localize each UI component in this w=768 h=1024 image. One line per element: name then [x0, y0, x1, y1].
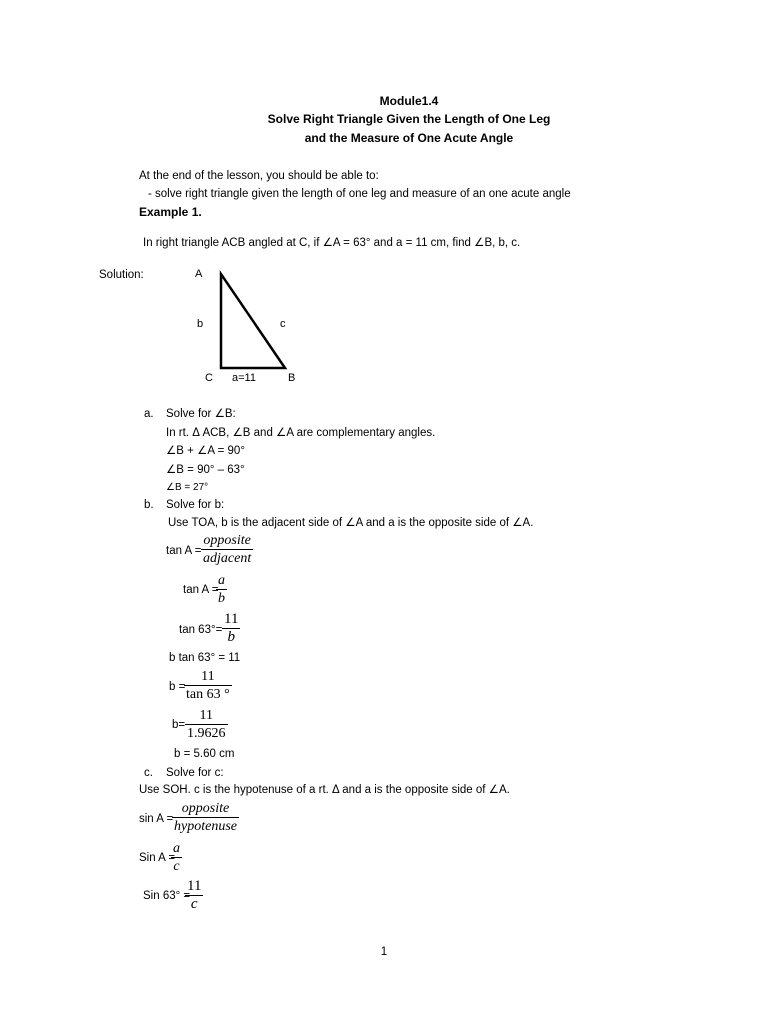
- fraction: [171, 840, 182, 875]
- part-b-title: Solve for b:: [166, 499, 225, 511]
- page-title-line2: and the Measure of One Acute Angle: [304, 131, 514, 145]
- objective-item: - solve right triangle given the length of one leg and measure of an one acute angle: [148, 188, 571, 200]
- page-number: 1: [380, 946, 388, 958]
- fraction: [185, 878, 203, 913]
- part-c-marker: c.: [144, 767, 153, 779]
- example-heading: Example 1.: [139, 205, 202, 219]
- equation-lhs: tan 63°=: [179, 624, 223, 636]
- solution-label: Solution:: [99, 269, 144, 281]
- equation-lhs: tan A =: [183, 584, 219, 596]
- example-problem: In right triangle ACB angled at C, if ∠A = 63° and a = 11 cm, find ∠B, b, c.: [143, 237, 521, 249]
- part-a-marker: a.: [144, 408, 154, 420]
- vertex-b-label: B: [288, 372, 296, 384]
- fraction-numerator: 11: [187, 878, 202, 894]
- fraction-denominator: b: [227, 629, 235, 645]
- part-a-result: ∠B = 27°: [166, 482, 209, 493]
- fraction: [185, 707, 228, 742]
- fraction: [172, 800, 239, 835]
- part-a-line: In rt. Δ ACB, ∠B and ∠A are complementary angles.: [166, 427, 436, 439]
- part-a-title: Solve for ∠B:: [166, 408, 236, 420]
- equation-lhs: Sin 63° =: [143, 890, 191, 902]
- fraction-denominator: 1.9626: [187, 726, 226, 741]
- fraction-numerator: 11: [185, 707, 228, 725]
- fraction-numerator: a: [173, 841, 180, 856]
- equation-lhs: b =: [169, 681, 186, 693]
- fraction-denominator: b: [218, 591, 225, 606]
- fraction-numerator: opposite: [201, 532, 253, 550]
- equation-lhs: sin A =: [139, 813, 174, 825]
- vertex-a-label: A: [195, 268, 203, 280]
- fraction: [222, 611, 240, 646]
- objective-intro: At the end of the lesson, you should be able to:: [139, 170, 379, 182]
- right-triangle: [0, 0, 300, 400]
- equation-lhs: tan A =: [166, 545, 202, 557]
- equation-lhs: Sin A =: [139, 852, 176, 864]
- part-c-title: Solve for c:: [166, 767, 224, 779]
- part-c-explanation: Use SOH. c is the hypotenuse of a rt. Δ and a is the opposite side of ∠A.: [139, 784, 510, 796]
- page-title-line1: Solve Right Triangle Given the Length of One Leg: [267, 112, 551, 126]
- equation-lhs: b=: [172, 719, 186, 731]
- fraction-denominator: c: [173, 859, 180, 874]
- vertex-c-label: C: [205, 372, 213, 384]
- fraction-numerator: 11: [184, 668, 232, 686]
- side-c-label: c: [280, 318, 286, 330]
- fraction: [216, 572, 227, 607]
- fraction-numerator: a: [218, 573, 225, 588]
- fraction-numerator: opposite: [172, 800, 239, 818]
- side-a-label: a=11: [232, 372, 256, 384]
- side-b-label: b: [197, 318, 204, 330]
- equation-line: b tan 63° = 11: [169, 652, 241, 664]
- fraction-denominator: tan 63 °: [186, 687, 230, 702]
- fraction: [201, 532, 253, 567]
- fraction-numerator: 11: [224, 611, 239, 627]
- fraction-denominator: c: [190, 896, 198, 912]
- module-number: Module1.4: [379, 94, 439, 108]
- fraction-denominator: hypotenuse: [174, 819, 237, 834]
- fraction-denominator: adjacent: [203, 551, 252, 566]
- part-b-result: b = 5.60 cm: [174, 748, 235, 760]
- part-a-line: ∠B + ∠A = 90°: [166, 445, 245, 457]
- fraction: [184, 668, 232, 703]
- part-a-line: ∠B = 90° – 63°: [166, 464, 245, 476]
- part-b-explanation: Use TOA, b is the adjacent side of ∠A and a is the opposite side of ∠A.: [168, 517, 534, 529]
- part-b-marker: b.: [144, 499, 154, 511]
